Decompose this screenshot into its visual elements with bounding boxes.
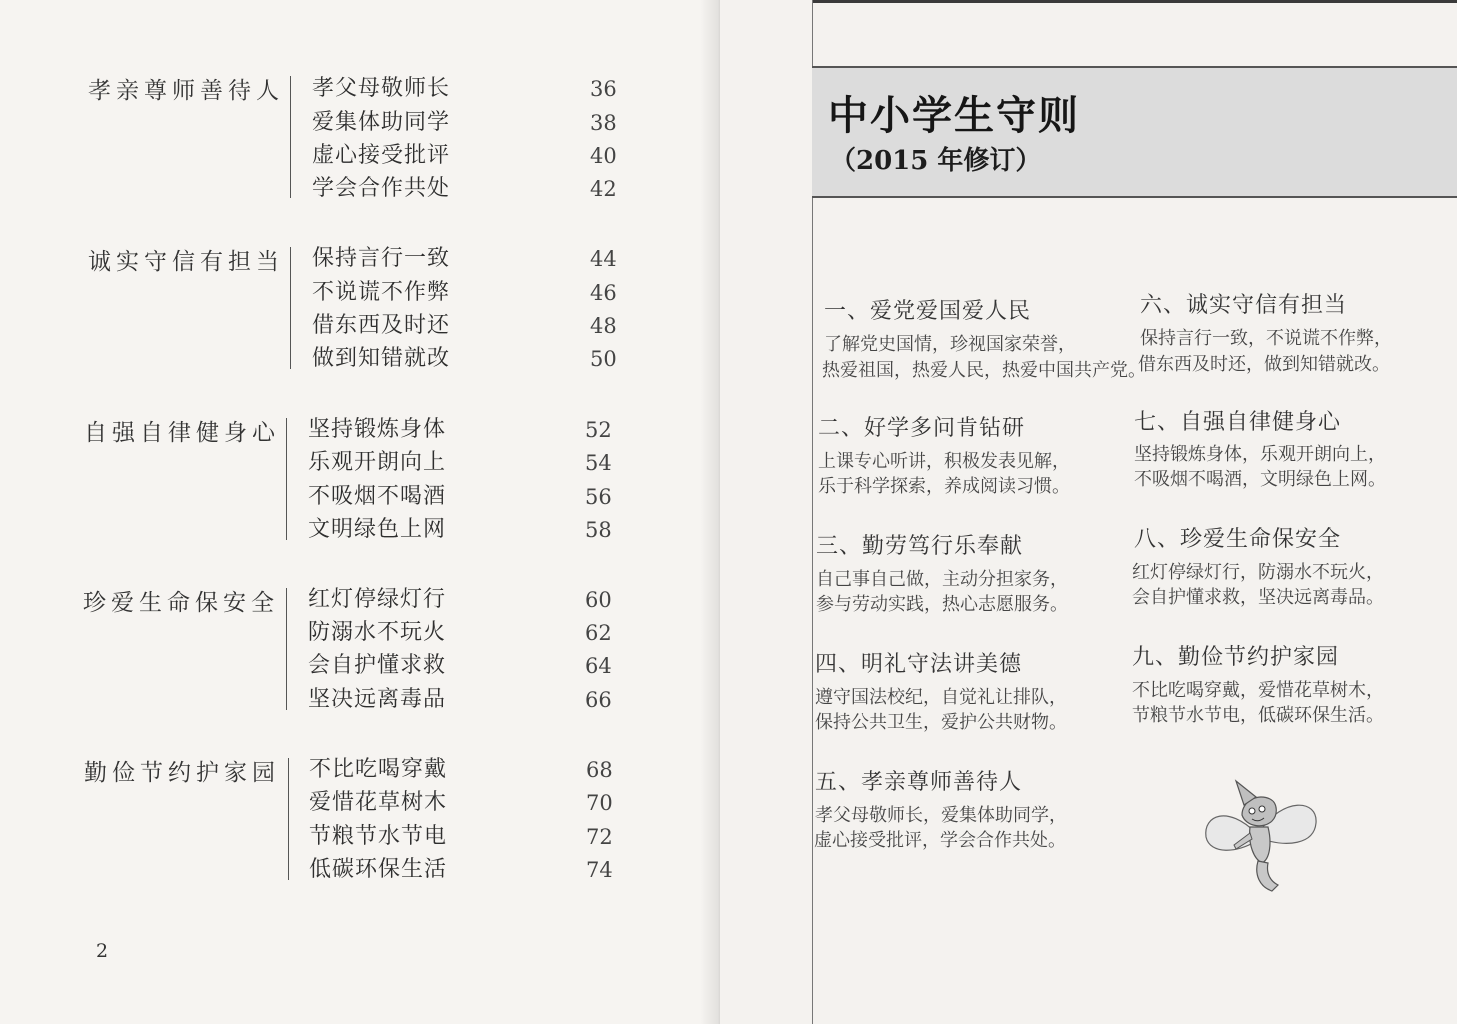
rule-text: 遵守国法校纪，自觉礼让排队， — [815, 687, 1067, 708]
toc-item[interactable]: 会自护懂求救 — [308, 653, 447, 678]
toc-divider — [286, 418, 287, 540]
toc-item[interactable]: 孝父母敬师长 — [312, 76, 451, 101]
toc-divider — [290, 76, 291, 198]
fairy-mascot-icon — [1198, 775, 1328, 900]
rule-text: 不吸烟不喝酒，文明绿色上网。 — [1134, 469, 1386, 490]
toc-page-number: 58 — [585, 518, 612, 542]
toc-divider — [288, 758, 289, 880]
toc-page-number: 62 — [585, 621, 612, 645]
toc-item[interactable]: 低碳环保生活 — [309, 857, 448, 882]
toc-item[interactable]: 爱惜花草树木 — [309, 790, 448, 815]
rule-text: 红灯停绿灯行，防溺水不玩火， — [1132, 562, 1384, 583]
toc-page-number: 50 — [590, 347, 617, 371]
toc-item[interactable]: 防溺水不玩火 — [308, 620, 447, 645]
toc-item[interactable]: 不比吃喝穿戴 — [309, 757, 448, 782]
toc-category: 孝亲尊师善待人 — [88, 78, 284, 104]
toc-category: 诚实守信有担当 — [88, 249, 284, 275]
rule-heading: 二、好学多问肯钻研 — [818, 416, 1026, 441]
toc-page-number: 56 — [585, 485, 612, 509]
rule-text: 热爱祖国，热爱人民，热爱中国共产党。 — [822, 360, 1146, 381]
toc-item[interactable]: 爱集体助同学 — [312, 110, 451, 135]
toc-category: 珍爱生命保安全 — [83, 590, 279, 616]
right-page — [720, 0, 1457, 1024]
rule-heading: 三、勤劳笃行乐奉献 — [816, 534, 1024, 559]
rule-text: 会自护懂求救，坚决远离毒品。 — [1132, 587, 1384, 608]
rule-heading: 六、诚实守信有担当 — [1140, 293, 1348, 318]
toc-item[interactable]: 不吸烟不喝酒 — [308, 484, 447, 509]
page-title: 中小学生守则 — [828, 92, 1080, 139]
rule-text: 不比吃喝穿戴，爱惜花草树木， — [1132, 680, 1384, 701]
page-number: 2 — [96, 940, 109, 962]
toc-page-number: 42 — [590, 177, 617, 201]
toc-divider — [290, 247, 291, 369]
rule-text: 坚持锻炼身体，乐观开朗向上， — [1134, 444, 1386, 465]
toc-item[interactable]: 虚心接受批评 — [312, 143, 451, 168]
toc-item[interactable]: 做到知错就改 — [312, 346, 451, 371]
rule-text: 孝父母敬师长，爱集体助同学， — [815, 805, 1067, 826]
rule-heading: 七、自强自律健身心 — [1134, 410, 1342, 435]
toc-item[interactable]: 乐观开朗向上 — [308, 450, 447, 475]
rule-text: 虚心接受批评，学会合作共处。 — [814, 830, 1066, 851]
rule-text: 乐于科学探索，养成阅读习惯。 — [818, 476, 1070, 497]
toc-item[interactable]: 保持言行一致 — [312, 246, 451, 271]
toc-category: 自强自律健身心 — [84, 420, 280, 446]
toc-page-number: 44 — [590, 247, 617, 271]
rule-heading: 八、珍爱生命保安全 — [1134, 527, 1342, 552]
toc-page-number: 64 — [585, 654, 612, 678]
toc-page-number: 60 — [585, 588, 612, 612]
rule-text: 保持公共卫生，爱护公共财物。 — [815, 712, 1067, 733]
rule-text: 借东西及时还，做到知错就改。 — [1138, 354, 1390, 375]
toc-item[interactable]: 坚决远离毒品 — [308, 687, 447, 712]
toc-page-number: 52 — [585, 418, 612, 442]
toc-page-number: 36 — [590, 77, 617, 101]
rule-text: 上课专心听讲，积极发表见解， — [818, 451, 1070, 472]
page-subtitle: （2015 年修订） — [830, 146, 1042, 176]
toc-page-number: 66 — [585, 688, 612, 712]
toc-page-number: 46 — [590, 281, 617, 305]
toc-page-number: 72 — [586, 825, 613, 849]
toc-item[interactable]: 坚持锻炼身体 — [308, 417, 447, 442]
toc-page-number: 74 — [586, 858, 613, 882]
toc-category: 勤俭节约护家园 — [84, 760, 280, 786]
toc-item[interactable]: 文明绿色上网 — [308, 517, 447, 542]
rule-heading: 九、勤俭节约护家园 — [1132, 645, 1340, 670]
toc-page-number: 48 — [590, 314, 617, 338]
toc-page-number: 38 — [590, 111, 617, 135]
toc-item[interactable]: 节粮节水节电 — [309, 824, 448, 849]
toc-page-number: 40 — [590, 144, 617, 168]
toc-page-number: 68 — [586, 758, 613, 782]
rule-text: 节粮节水节电，低碳环保生活。 — [1132, 705, 1384, 726]
rule-text: 了解党史国情，珍视国家荣誉， — [824, 334, 1076, 355]
toc-item[interactable]: 学会合作共处 — [312, 176, 451, 201]
rule-text: 保持言行一致，不说谎不作弊， — [1140, 328, 1392, 349]
rule-text: 参与劳动实践，热心志愿服务。 — [816, 594, 1068, 615]
toc-page-number: 54 — [585, 451, 612, 475]
toc-divider — [286, 588, 287, 710]
rule-heading: 四、明礼守法讲美德 — [815, 652, 1023, 677]
rule-heading: 五、孝亲尊师善待人 — [815, 770, 1023, 795]
rule-text: 自己事自己做，主动分担家务， — [816, 569, 1068, 590]
rule-heading: 一、爱党爱国爱人民 — [824, 299, 1032, 324]
toc-page-number: 70 — [586, 791, 613, 815]
toc-item[interactable]: 红灯停绿灯行 — [308, 587, 447, 612]
toc-item[interactable]: 不说谎不作弊 — [312, 280, 451, 305]
top-strip — [813, 0, 1457, 3]
left-page — [0, 0, 720, 1024]
toc-item[interactable]: 借东西及时还 — [312, 313, 451, 338]
